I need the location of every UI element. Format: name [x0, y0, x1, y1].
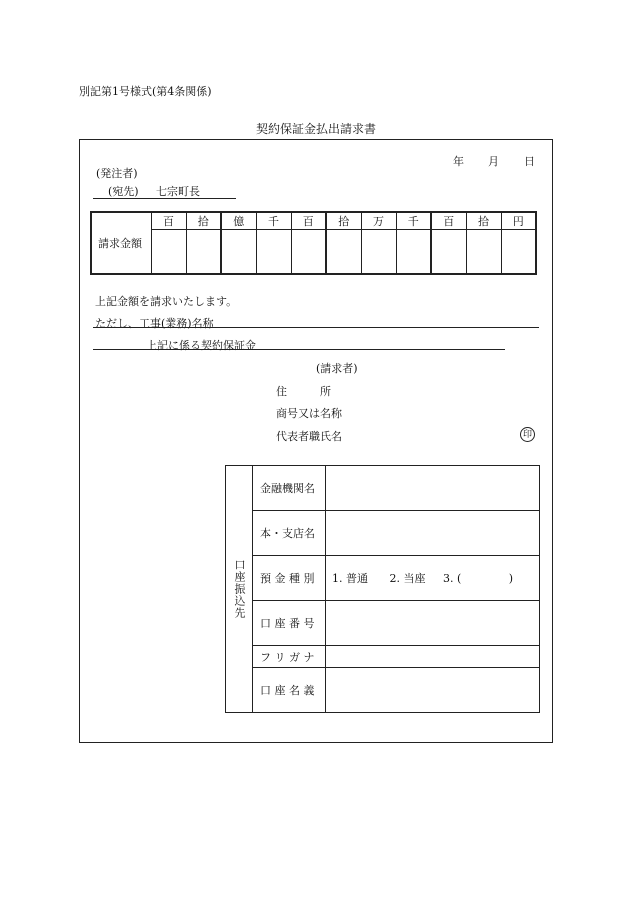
addressee-underline	[93, 198, 236, 199]
project-name-field[interactable]	[93, 327, 539, 328]
institution-label: 金融機関名	[260, 482, 315, 495]
deposit-field[interactable]	[93, 349, 505, 350]
account-number-label-cell	[253, 601, 326, 646]
digit-header: 百	[431, 212, 466, 230]
document-title: 契約保証金払出請求書	[256, 122, 377, 136]
requester-representative-label: 代表者職氏名	[276, 430, 342, 443]
furigana-label-cell	[253, 646, 326, 668]
digit-header: 百	[291, 212, 326, 230]
digit-input[interactable]	[256, 230, 291, 274]
deposit-label: 上記に係る契約保証金	[146, 339, 256, 352]
date-year: 年	[453, 155, 464, 168]
digit-header: 万	[361, 212, 396, 230]
deposit-option-ordinary[interactable]: 1. 普通	[332, 572, 368, 585]
branch-label-cell	[253, 511, 326, 556]
digit-header: 拾	[466, 212, 501, 230]
requester-label: (請求者)	[316, 362, 358, 375]
digit-header: 千	[256, 212, 291, 230]
branch-label: 本・支店名	[260, 527, 315, 540]
addressee-name: 七宗町長	[156, 185, 200, 198]
digit-input[interactable]	[431, 230, 466, 274]
deposit-option-current[interactable]: 2. 当座	[389, 572, 426, 585]
digit-input[interactable]	[221, 230, 256, 274]
account-name-field[interactable]	[326, 668, 540, 713]
digit-header: 千	[396, 212, 431, 230]
bank-section-label: 口座振込先	[233, 559, 246, 619]
date-month: 月	[488, 155, 499, 168]
furigana-field[interactable]	[326, 646, 540, 668]
digit-header: 億	[221, 212, 256, 230]
branch-field[interactable]	[326, 511, 540, 556]
bank-section-cell	[226, 466, 253, 713]
requester-company-label: 商号又は名称	[276, 407, 342, 420]
date-day: 日	[524, 155, 535, 168]
digit-header: 円	[501, 212, 536, 230]
digit-input[interactable]	[291, 230, 326, 274]
digit-input[interactable]	[396, 230, 431, 274]
digit-input[interactable]	[151, 230, 186, 274]
orderer-label: (発注者)	[96, 167, 138, 180]
amount-label: 請求金額	[98, 236, 142, 250]
institution-label-cell	[253, 466, 326, 511]
digit-header: 百	[151, 212, 186, 230]
institution-field[interactable]	[326, 466, 540, 511]
digit-header: 拾	[186, 212, 221, 230]
deposit-type-label-cell	[253, 556, 326, 601]
bank-table	[225, 465, 540, 713]
seal-mark: 印	[520, 427, 535, 442]
request-statement: 上記金額を請求いたします。	[95, 295, 238, 308]
account-number-field[interactable]	[326, 601, 540, 646]
project-name-label: ただし、工事(業務)名称	[95, 317, 214, 330]
deposit-type-field[interactable]	[326, 556, 540, 601]
deposit-type-label: 預 金 種 別	[260, 572, 315, 585]
digit-input[interactable]	[361, 230, 396, 274]
furigana-label: フ リ ガ ナ	[260, 650, 315, 664]
digit-input[interactable]	[501, 230, 536, 274]
addressee-label: (宛先)	[108, 185, 139, 198]
digit-header: 拾	[326, 212, 361, 230]
account-number-label: 口 座 番 号	[260, 617, 315, 630]
digit-input[interactable]	[326, 230, 361, 274]
account-name-label-cell	[253, 668, 326, 713]
deposit-option-other-close: )	[508, 572, 514, 585]
digit-input[interactable]	[186, 230, 221, 274]
amount-table	[90, 211, 537, 275]
amount-label-cell	[91, 212, 151, 274]
requester-address-label: 住 所	[276, 385, 331, 398]
digit-input[interactable]	[466, 230, 501, 274]
account-name-label: 口 座 名 義	[260, 684, 315, 697]
deposit-option-other[interactable]: 3. (	[443, 572, 462, 585]
form-id: 別記第1号様式(第4条関係)	[79, 85, 212, 98]
